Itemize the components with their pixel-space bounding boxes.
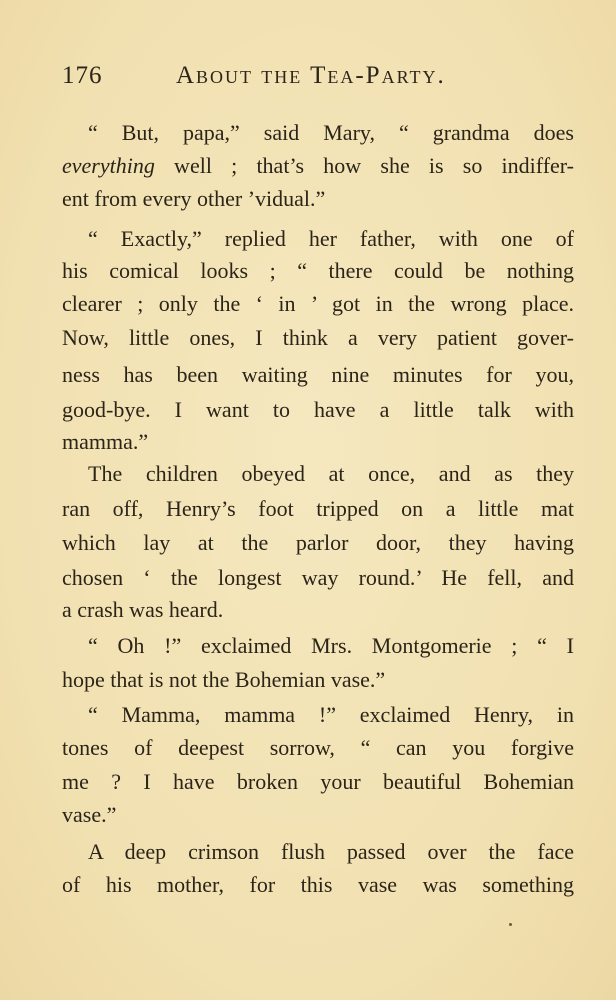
text-line: good-bye. I want to have a little talk with [62,397,574,422]
text-line: “ Oh !” exclaimed Mrs. Montgomerie ; “ I [88,633,574,658]
text-line: The children obeyed at once, and as they [88,461,574,486]
paper-speck [509,923,512,926]
text-line: his comical looks ; “ there could be nothing [62,258,574,283]
text-line: me ? I have broken your beautiful Bohemian [62,769,574,794]
text-line: hope that is not the Bohemian vase.” [62,667,386,692]
running-title: About the Tea-Party. [176,62,446,89]
text-line: mamma.” [62,429,149,454]
text-line: which lay at the parlor door, they having [62,530,574,555]
text-line: of his mother, for this vase was something [62,872,574,897]
page-number: 176 [62,62,103,89]
text-line: chosen ‘ the longest way round.’ He fell, and [62,565,574,590]
text-line: “ Mamma, mamma !” exclaimed Henry, in [88,702,574,727]
text-line: a crash was heard. [62,597,224,622]
text-line: “ Exactly,” replied her father, with one of [88,226,574,251]
text-line: “ But, papa,” said Mary, “ grandma does [88,120,574,145]
text-line: tones of deepest sorrow, “ can you forgive [62,735,574,760]
text-line: ness has been waiting nine minutes for you, [62,362,574,387]
text-line: vase.” [62,802,117,827]
text-line: everything well ; that’s how she is so indiffer- [62,153,574,178]
text-line: clearer ; only the ‘ in ’ got in the wrong place. [62,291,574,316]
text-line: ran off, Henry’s foot tripped on a little mat [62,496,574,521]
page-header [62,62,578,92]
text-line: Now, little ones, I think a very patient gover- [62,325,574,350]
italic-word: everything [62,153,155,178]
text-line: ent from every other ’vidual.” [62,186,326,211]
text-line: A deep crimson flush passed over the face [88,839,574,864]
